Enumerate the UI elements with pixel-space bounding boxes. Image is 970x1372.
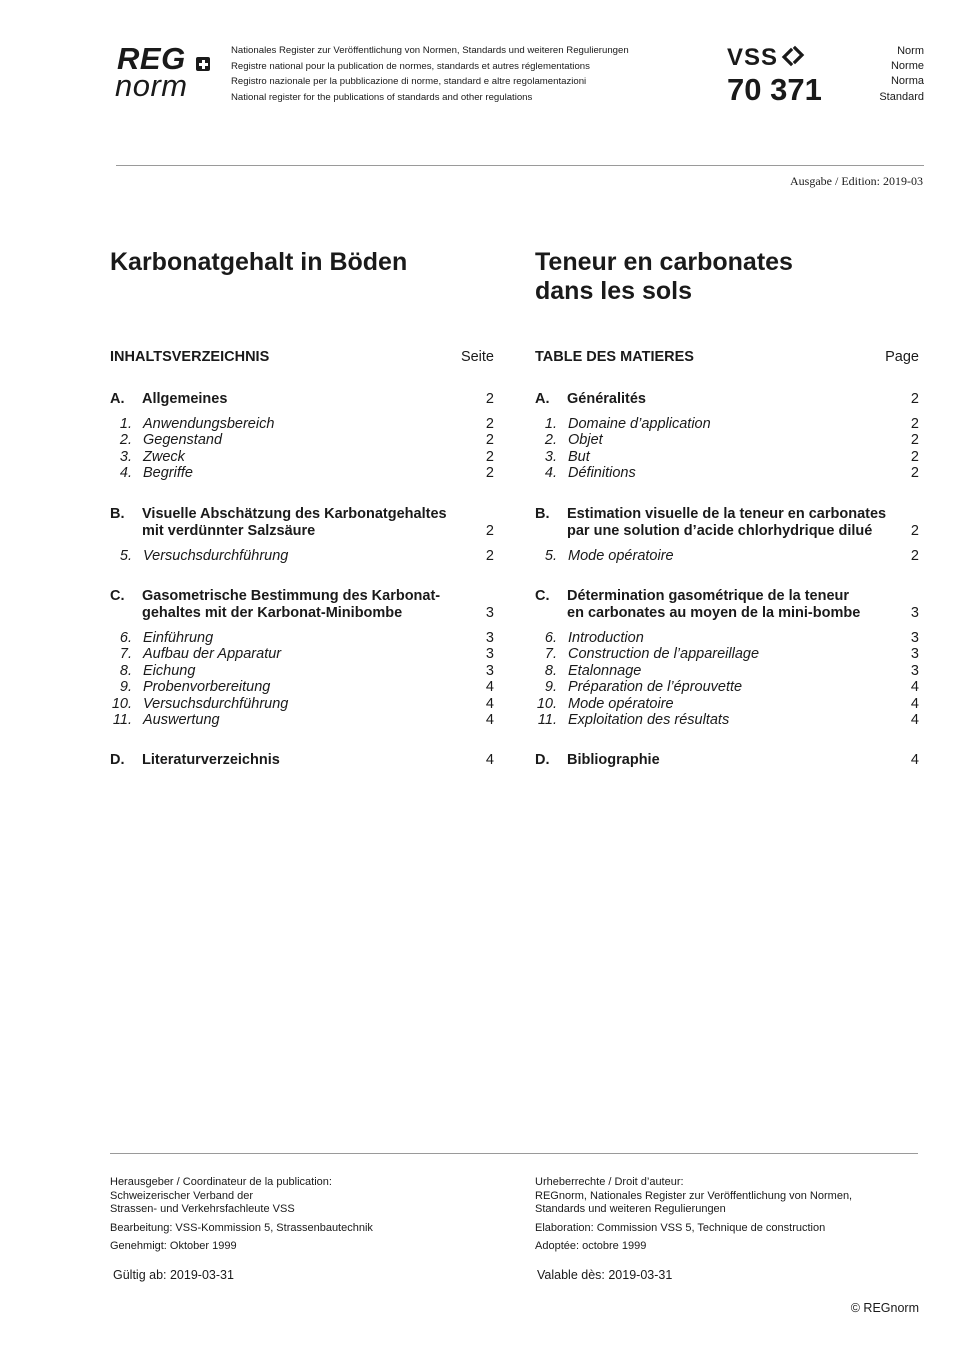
item-page: 3 (485, 630, 494, 647)
section-letter: A. (535, 391, 550, 407)
toc-item[interactable] (535, 712, 919, 728)
item-page: 3 (910, 630, 919, 647)
item-number: 6. (544, 630, 557, 647)
toc-item[interactable] (110, 696, 494, 712)
toc-item[interactable] (535, 630, 919, 646)
item-page: 2 (485, 465, 494, 482)
register-line-de: Nationales Register zur Veröffentlichung von Normen, Standards und weiteren Regulierungen (231, 45, 629, 56)
toc-item[interactable] (535, 646, 919, 662)
copyright-notice: © REGnorm (850, 1301, 919, 1315)
item-page: 2 (910, 448, 919, 465)
section-letter: B. (535, 505, 550, 522)
item-page: 2 (485, 416, 494, 432)
item-page: 2 (910, 416, 919, 432)
item-title: Domaine d’application (568, 416, 711, 432)
item-page: 3 (910, 646, 919, 663)
item-page: 3 (485, 662, 494, 679)
toc-item[interactable] (110, 663, 494, 679)
item-number: 5. (119, 547, 132, 564)
item-page: 3 (910, 662, 919, 679)
item-number: 6. (119, 630, 132, 647)
toc-item[interactable] (535, 663, 919, 679)
item-number: 5. (544, 547, 557, 564)
register-line-it: Registro nazionale per la pubblicazione di norme, standard e altre regolamentazioni (231, 76, 587, 87)
toc-item[interactable] (110, 646, 494, 662)
section-title-line1: Gasometrische Bestimmung des Karbonat- (142, 588, 441, 605)
item-page: 2 (485, 448, 494, 465)
section-letter: D. (110, 752, 125, 769)
section-title-line1: Visuelle Abschätzung des Karbonatgehaltes (142, 505, 447, 522)
item-number: 2. (119, 432, 132, 449)
valid-from-fr: Valable dès: 2019-03-31 (537, 1268, 673, 1282)
section-letter: D. (535, 752, 550, 769)
section-page: 4 (485, 752, 494, 769)
toc-section[interactable] (535, 752, 919, 769)
item-title: Eichung (143, 662, 196, 679)
edited-by: Bearbeitung: VSS-Kommission 5, Strassenbautechnik (110, 1221, 373, 1234)
section-letter: C. (110, 588, 125, 605)
item-number: 1. (544, 416, 557, 432)
section-title-line2: mit verdünnter Salzsäure (142, 522, 316, 539)
item-title: Préparation de l’éprouvette (568, 679, 743, 696)
item-number: 11. (537, 712, 557, 729)
item-title: Définitions (568, 465, 636, 482)
publisher-line: Herausgeber / Coordinateur de la publication: (110, 1176, 332, 1188)
adopted-date: Adoptée: octobre 1999 (535, 1240, 647, 1252)
toc-item[interactable] (110, 465, 494, 481)
section-title (142, 588, 474, 622)
item-page: 4 (485, 679, 494, 696)
section-page: 2 (910, 522, 919, 539)
item-title: Construction de l’appareillage (568, 646, 760, 663)
section-title-line2: gehaltes mit der Karbonat-Minibombe (142, 605, 403, 622)
section-title: Literaturverzeichnis (142, 752, 280, 769)
publisher-line: Schweizerischer Verband der (110, 1189, 254, 1202)
toc-section[interactable] (110, 506, 494, 540)
norm-label-it: Norma (890, 75, 924, 88)
toc-item[interactable] (535, 548, 919, 564)
section-title (142, 506, 474, 540)
toc-item[interactable] (110, 449, 494, 465)
item-page: 2 (910, 432, 919, 449)
item-title: Versuchsdurchführung (143, 695, 289, 712)
register-line-en: National register for the publications of standards and other regulations (231, 91, 533, 103)
section-title: Généralités (567, 391, 646, 407)
item-number: 9. (119, 679, 132, 696)
edition-label: Ausgabe / Edition: 2019-03 (790, 174, 923, 188)
toc-item[interactable] (535, 432, 919, 448)
title-fr-line2: dans les sols (535, 277, 693, 305)
item-title: Mode opératoire (568, 547, 674, 564)
toc-de-header (110, 349, 494, 369)
item-title: Gegenstand (143, 432, 223, 449)
item-title: Auswertung (143, 712, 220, 729)
toc-section[interactable] (110, 752, 494, 769)
item-title: Probenvorbereitung (143, 679, 271, 696)
item-page: 3 (485, 646, 494, 663)
norm-type-labels (879, 44, 924, 105)
item-number: 4. (119, 465, 132, 482)
item-number: 11. (112, 712, 132, 729)
toc-item[interactable] (535, 696, 919, 712)
toc-item[interactable] (110, 630, 494, 646)
item-title: Einführung (143, 630, 214, 647)
item-title: Etalonnage (568, 662, 642, 679)
item-page: 4 (910, 695, 919, 712)
toc-fr-page-label: Page (885, 349, 919, 365)
item-number: 10. (111, 695, 132, 712)
section-title: Bibliographie (567, 752, 660, 769)
vss-logo-text: VSS (727, 44, 779, 71)
toc-item[interactable] (110, 548, 494, 564)
item-number: 7. (119, 646, 132, 663)
item-title: Mode opératoire (568, 695, 674, 712)
elaboration: Elaboration: Commission VSS 5, Technique de construction (535, 1221, 826, 1234)
toc-fr-heading: TABLE DES MATIERES (535, 349, 694, 365)
item-title: Begriffe (143, 465, 193, 482)
item-number: 4. (544, 465, 557, 482)
standard-number: 70 371 (727, 72, 822, 107)
toc-item[interactable] (535, 679, 919, 695)
section-page: 2 (910, 391, 919, 407)
item-page: 4 (485, 695, 494, 712)
item-number: 10. (536, 695, 557, 712)
section-title-line2: en carbonates au moyen de la mini-bombe (567, 605, 861, 622)
copyright-line: Standards und weiteren Regulierungen (535, 1203, 726, 1215)
item-title: Anwendungsbereich (143, 416, 275, 432)
item-number: 3. (119, 448, 132, 465)
section-letter: C. (535, 588, 550, 605)
item-page: 2 (485, 547, 494, 564)
norm-label-en: Standard (879, 90, 924, 103)
regnorm-logo-reg: REG (117, 41, 186, 76)
valid-from-de: Gültig ab: 2019-03-31 (113, 1268, 234, 1282)
toc-section[interactable] (110, 588, 494, 622)
toc-item[interactable] (535, 449, 919, 465)
toc-de-page-label: Seite (460, 349, 494, 365)
toc-item[interactable] (110, 679, 494, 695)
section-letter: A. (110, 391, 125, 407)
copyright-line: REGnorm, Nationales Register zur Veröffentlichung von Normen, (535, 1189, 853, 1202)
toc-fr-header (535, 349, 919, 369)
section-title (567, 506, 899, 540)
footer-copyright-owner (535, 1176, 915, 1259)
item-page: 2 (910, 547, 919, 564)
section-page: 2 (485, 522, 494, 539)
toc-section[interactable] (535, 391, 919, 408)
vss-chevron-icon (780, 44, 806, 70)
register-line-fr: Registre national pour la publication de normes, standards et autres réglementations (231, 60, 590, 72)
item-number: 3. (544, 448, 557, 465)
toc-section[interactable] (535, 588, 919, 622)
item-title: Zweck (143, 448, 185, 465)
section-page: 2 (485, 391, 494, 407)
section-title-line1: Détermination gasométrique de la teneur (567, 588, 850, 605)
item-page: 4 (910, 679, 919, 696)
item-number: 8. (544, 662, 557, 679)
toc-item[interactable] (110, 712, 494, 728)
toc-item[interactable] (110, 416, 494, 432)
item-page: 4 (485, 712, 494, 729)
toc-section[interactable] (110, 391, 494, 408)
item-number: 2. (544, 432, 557, 449)
item-title: Versuchsdurchführung (143, 547, 289, 564)
item-title: Exploitation des résultats (568, 712, 730, 729)
regnorm-logo-norm: norm (115, 68, 188, 103)
item-page: 2 (485, 432, 494, 449)
toc-item[interactable] (535, 416, 919, 432)
item-page: 2 (910, 465, 919, 482)
title-fr-line1: Teneur en carbonates (535, 248, 793, 276)
toc-item[interactable] (535, 465, 919, 481)
item-number: 9. (544, 679, 557, 696)
toc-section[interactable] (535, 506, 919, 540)
section-title (567, 588, 899, 622)
footer-publisher (110, 1176, 490, 1259)
register-description (231, 43, 629, 105)
title-de: Karbonatgehalt in Böden (110, 248, 408, 276)
swiss-cross-icon (196, 57, 210, 71)
publisher-line: Strassen- und Verkehrsfachleute VSS (110, 1203, 295, 1215)
section-page: 4 (910, 752, 919, 769)
item-title: Introduction (568, 630, 644, 647)
toc-item[interactable] (110, 432, 494, 448)
item-number: 1. (119, 416, 132, 432)
item-title: Objet (568, 432, 603, 449)
section-page: 3 (910, 605, 919, 622)
item-title: But (568, 448, 590, 465)
approved-date: Genehmigt: Oktober 1999 (110, 1240, 237, 1252)
item-page: 4 (910, 712, 919, 729)
section-title: Allgemeines (142, 391, 228, 407)
footer-divider (110, 1153, 918, 1154)
section-title-line1: Estimation visuelle de la teneur en carbonates (567, 505, 887, 522)
norm-label-de: Norm (897, 45, 924, 57)
toc-de-heading: INHALTSVERZEICHNIS (110, 349, 270, 365)
section-title-line2: par une solution d’acide chlorhydrique dilué (567, 522, 873, 539)
toc-de (110, 349, 494, 769)
norm-label-fr: Norme (890, 60, 924, 73)
title-fr (535, 248, 793, 306)
copyright-line: Urheberrechte / Droit d’auteur: (535, 1176, 684, 1188)
section-page: 3 (485, 605, 494, 622)
toc-fr (535, 349, 919, 769)
item-number: 7. (544, 646, 557, 663)
header-divider (116, 165, 924, 166)
section-letter: B. (110, 505, 125, 522)
item-number: 8. (119, 662, 132, 679)
item-title: Aufbau der Apparatur (143, 646, 282, 663)
